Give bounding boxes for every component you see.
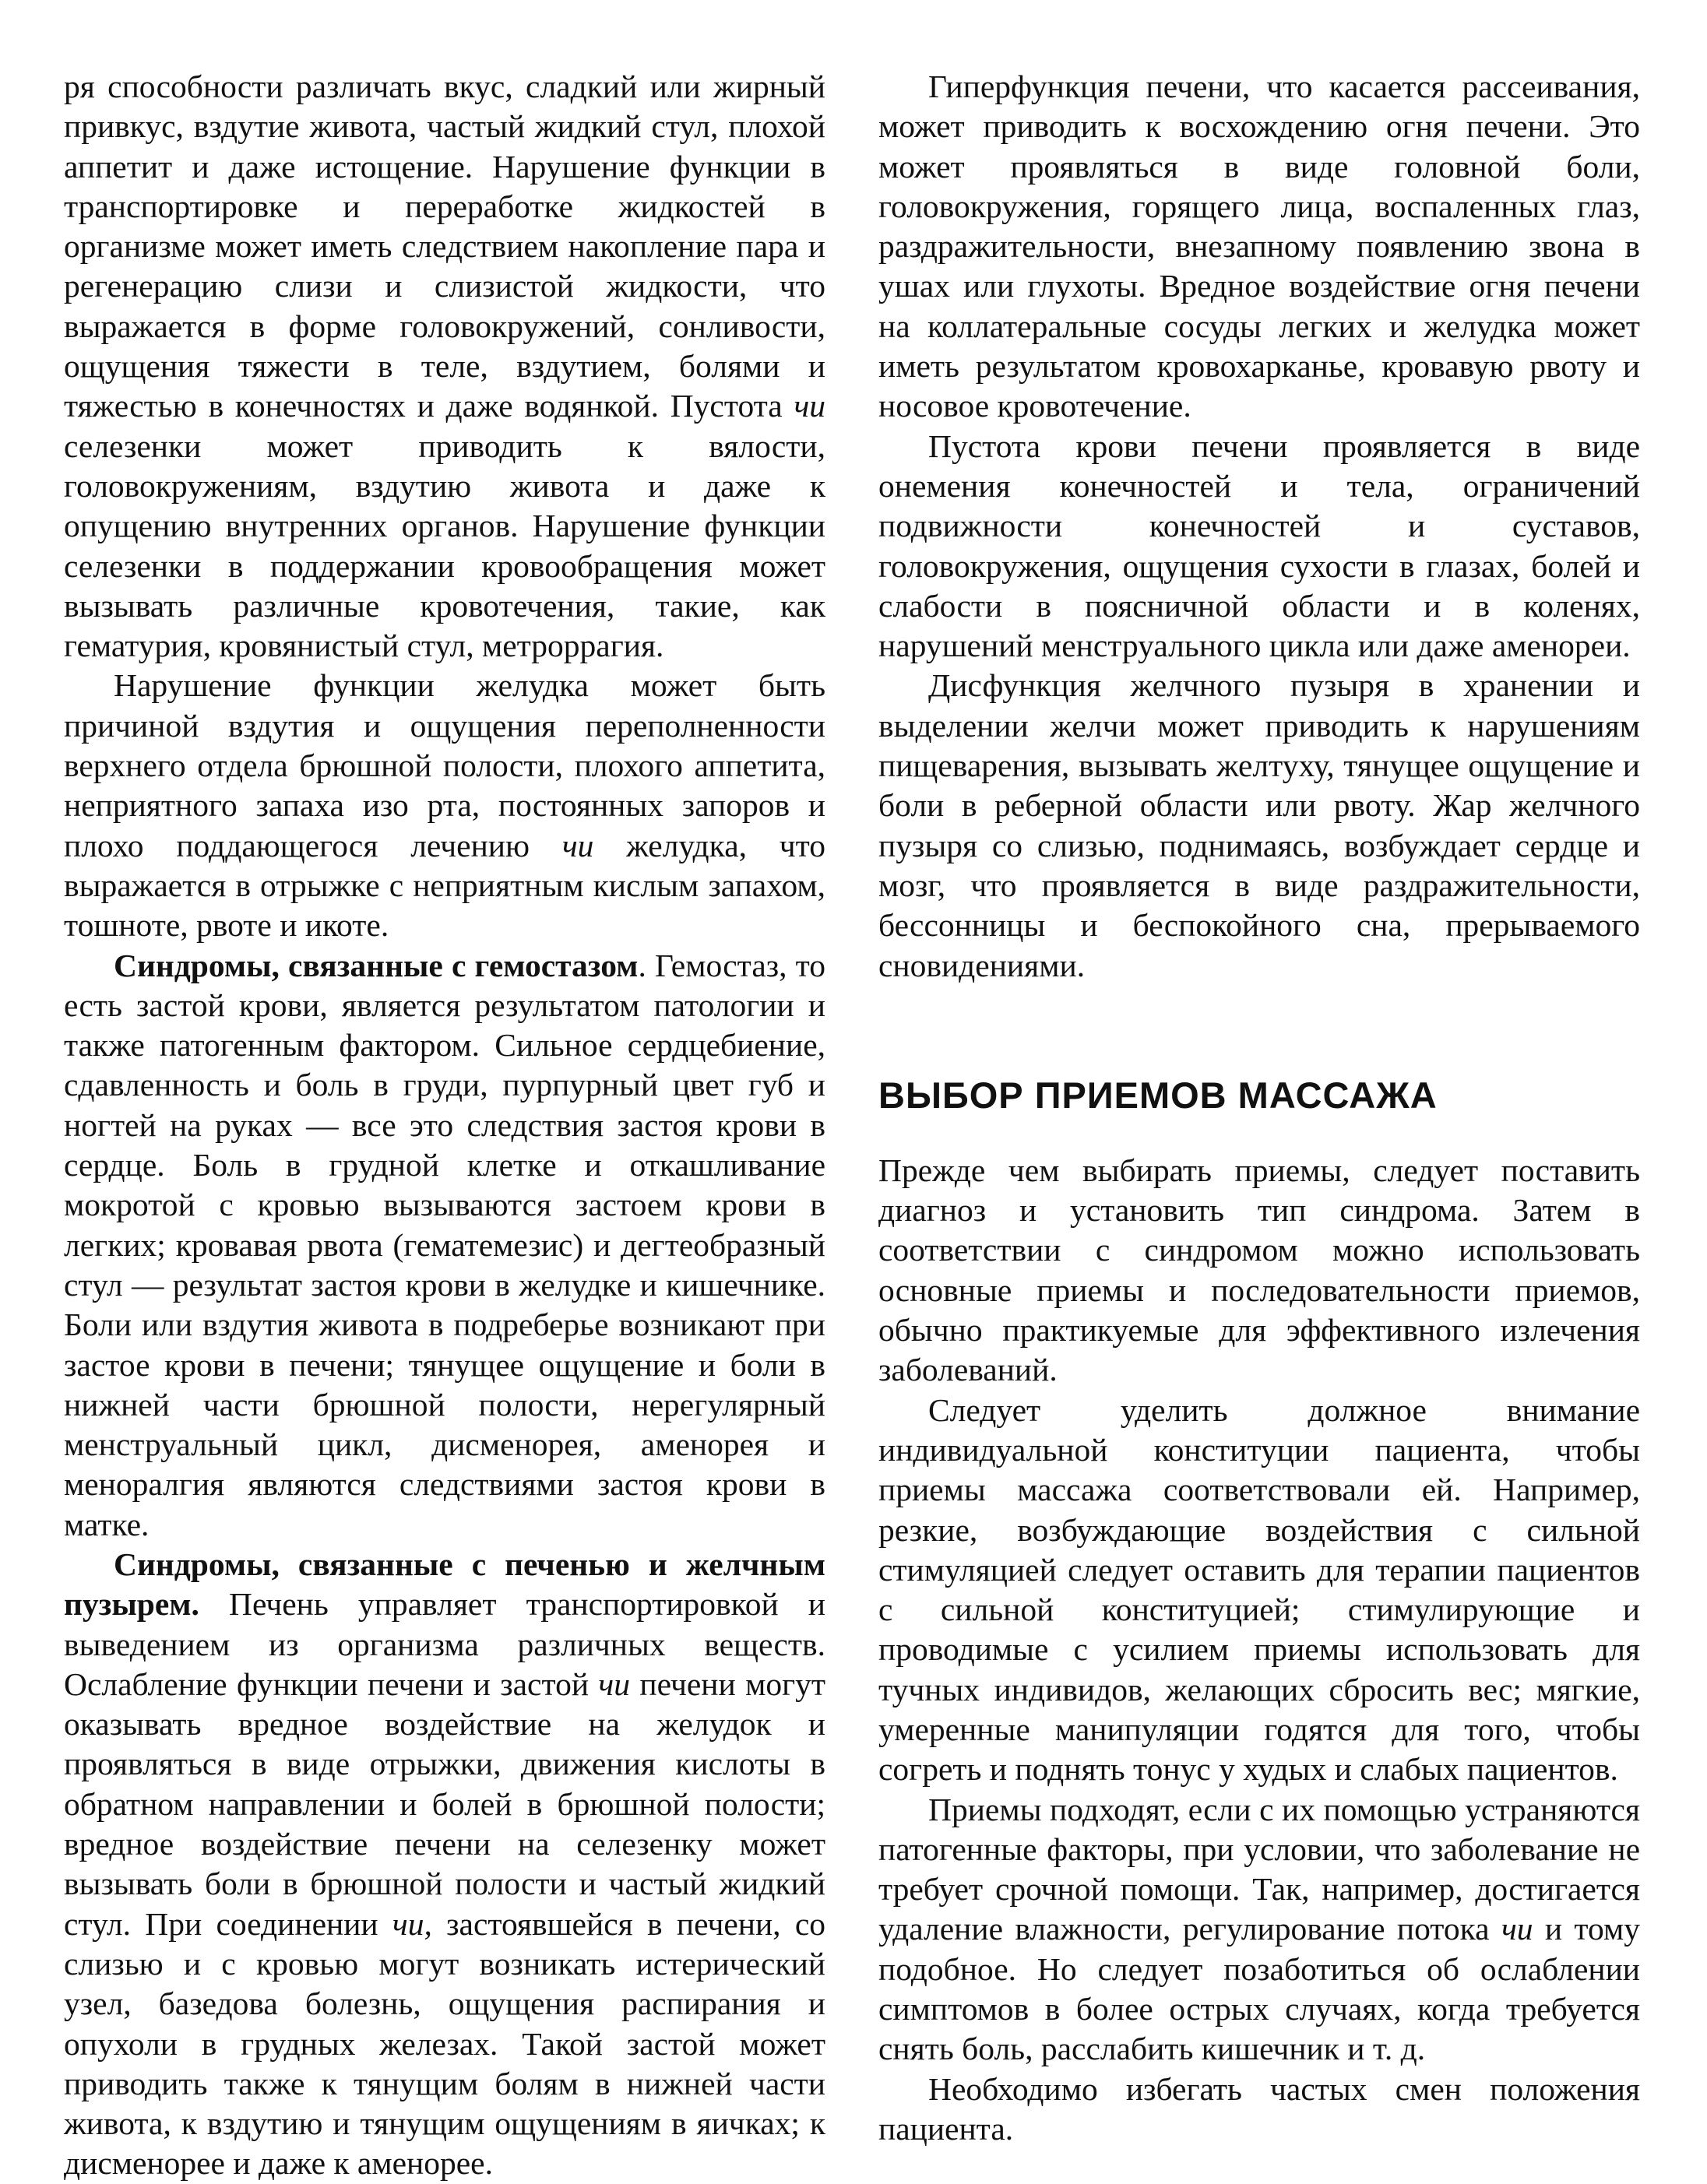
section-heading: ВЫБОР ПРИЕМОВ МАССАЖА [878, 1074, 1438, 1116]
text-run: и тому подобное. Но следует позаботиться об ослаблении симптомов в более острых случаях, когда требуется снять боль, расслабить кишечник и т. д. [878, 1911, 1640, 2067]
term-chi: чи, [392, 1905, 432, 1942]
paragraph-stomach [64, 666, 825, 945]
text-run: . Гемостаз, то есть застой крови, является результатом патологии и также патогенным фактором. Сильное сердцебиение, сдавленность и боль в груди, пурпурный цвет губ и ногтей на руках — все это следствия застоя крови в сердце. Боль в грудной клетке и откашливание мокротой с кровью вызываются застоем крови в легких; кровавая рвота (гематемезис) и дегтеобразный стул — результат застоя крови в желудке и кишечнике. Боли или вздутия живота в подреберье возникают при застое крови в печени; тянущее ощущение и боли в нижней части брюшной полости, нерегулярный менструальный цикл, дисменорея, аменорея и меноралгия являются следствиями застоя крови в матке. [64, 947, 826, 1542]
paragraph-liver-hyperfunction: Гиперфункция печени, что касается рассеивания, может приводить к восхождению огня печени. Это может проявляться в виде головной боли, головокружения, горящего лица, воспаленных глаз, раздражительности, внезапному появлению звона в ушах или глухоты. Вредное воздействие огня печени на коллатеральные сосуды легких и желудка может иметь результатом кровохарканье, кровавую рвоту и носовое кровотечение. [878, 69, 1640, 424]
term-chi: чи [561, 827, 594, 863]
paragraph-liver-blood-deficiency: Пустота крови печени проявляется в виде онемения конечностей и тела, ограничений подвижности конечностей и суставов, головокружения, ощущения сухости в глазах, болей и слабости в поясничной области и в коленях, нарушений менструального цикла или даже аменореи. [878, 427, 1640, 664]
text-run: застоявшейся в печени, со слизью и с кровью могут возникать истерический узел, базедова болезнь, ощущения распирания и опухоли в грудных железах. Такой застой может приводить также к тянущим болям в нижней части живота, к вздутию и тянущим ощущениям в яичках; к дисменорее и даже к аменорее. [64, 1905, 825, 2182]
paragraph-position-changes: Необходимо избегать частых смен положения пациента. [878, 2070, 1640, 2147]
term-chi: чи [598, 1665, 630, 1702]
term-chi: чи [794, 388, 825, 424]
text-run: Печень управляет транспортировкой и выведением из организма различных веществ. Ослабление функции печени и застой [64, 1586, 825, 1702]
paragraph-lead-hemostasis: Синдромы, связанные с гемостазом [114, 947, 639, 983]
paragraph-spleen-continued [64, 67, 825, 666]
text-run: Приемы подходят, если с их помощью устраняются патогенные факторы, при условии, что заболевание не требует срочной помощи. Так, например, достигается удаление влажности, регулирование потока [878, 1791, 1640, 1947]
paragraph-pathogenic-factors [878, 1790, 1640, 2070]
paragraph-diagnosis: Прежде чем выбирать приемы, следует поставить диагноз и установить тип синдрома. Затем в соответствии с синдромом можно использовать основные приемы и последовательности приемов, обычно практикуемые для эффективного излечения заболеваний. [878, 1152, 1640, 1388]
text-run: селезенки может приводить к вялости, головокружениям, вздутию живота и даже к опущению внутренних органов. Нарушение функции селезенки в поддержании кровообращения может вызывать различные кровотечения, такие, как гематурия, кровянистый стул, метроррагия. [64, 427, 825, 664]
paragraph-constitution: Следует уделить должное внимание индивидуальной конституции пациента, чтобы приемы массажа соответствовали ей. Например, резкие, возбуждающие воздействия с сильной стимуляцией следует оставить для терапии пациентов с сильной конституцией; стимулирующие и проводимые с усилием приемы использовать для тучных индивидов, желающих сбросить вес; мягкие, умеренные манипуляции годятся для того, чтобы согреть и поднять тонус у худых и слабых пациентов. [878, 1391, 1640, 1788]
text-run: ря способности различать вкус, сладкий или жирный привкус, вздутие живота, частый жидкий стул, плохой аппетит и даже истощение. Нарушение функции в транспортировке и переработке жидкостей в организме может иметь следствием накопление пара и регенерацию слизи и слизистой жидкости, что выражается в форме головокружений, сонливости, ощущения тяжести в теле, вздутием, болями и тяжестью в конечностях и даже водянкой. Пустота [64, 69, 825, 424]
term-chi: чи [1501, 1911, 1533, 1947]
paragraph-lead-liver: Синдромы, связанные с печенью и желчным пузырем. [64, 1546, 825, 1623]
paragraph-gallbladder: Дисфункция желчного пузыря в хранении и выделении желчи может приводить к нарушениям пищеварения, вызывать желтуху, тянущее ощущение и боли в реберной области или рвоту. Жар желчного пузыря со слизью, поднимаясь, возбуждает сердце и мозг, что проявляется в виде раздражительности, бессонницы и беспокойного сна, прерываемого сновидениями. [878, 667, 1640, 983]
right-column [878, 67, 1640, 2149]
left-column [64, 67, 825, 2184]
text-run: желудка, что выражается в отрыжке с неприятным кислым запахом, тошноте, рвоте и икоте. [64, 827, 826, 944]
paragraph-hemostasis [64, 946, 825, 1545]
text-run: Нарушение функции желудка может быть причиной вздутия и ощущения переполненности верхнего отдела брюшной полости, плохого аппетита, неприятного запаха изо рта, постоянных запоров и плохо поддающегося лечению [64, 667, 825, 863]
text-run: печени могут оказывать вредное воздействие на желудок и проявляться в виде отрыжки, движения кислоты в обратном направлении и болей в брюшной полости; вредное воздействие печени на селезенку может вызывать боли в брюшной полости и частый жидкий стул. При соединении [64, 1665, 825, 1942]
paragraph-liver-gallbladder [64, 1545, 825, 2184]
